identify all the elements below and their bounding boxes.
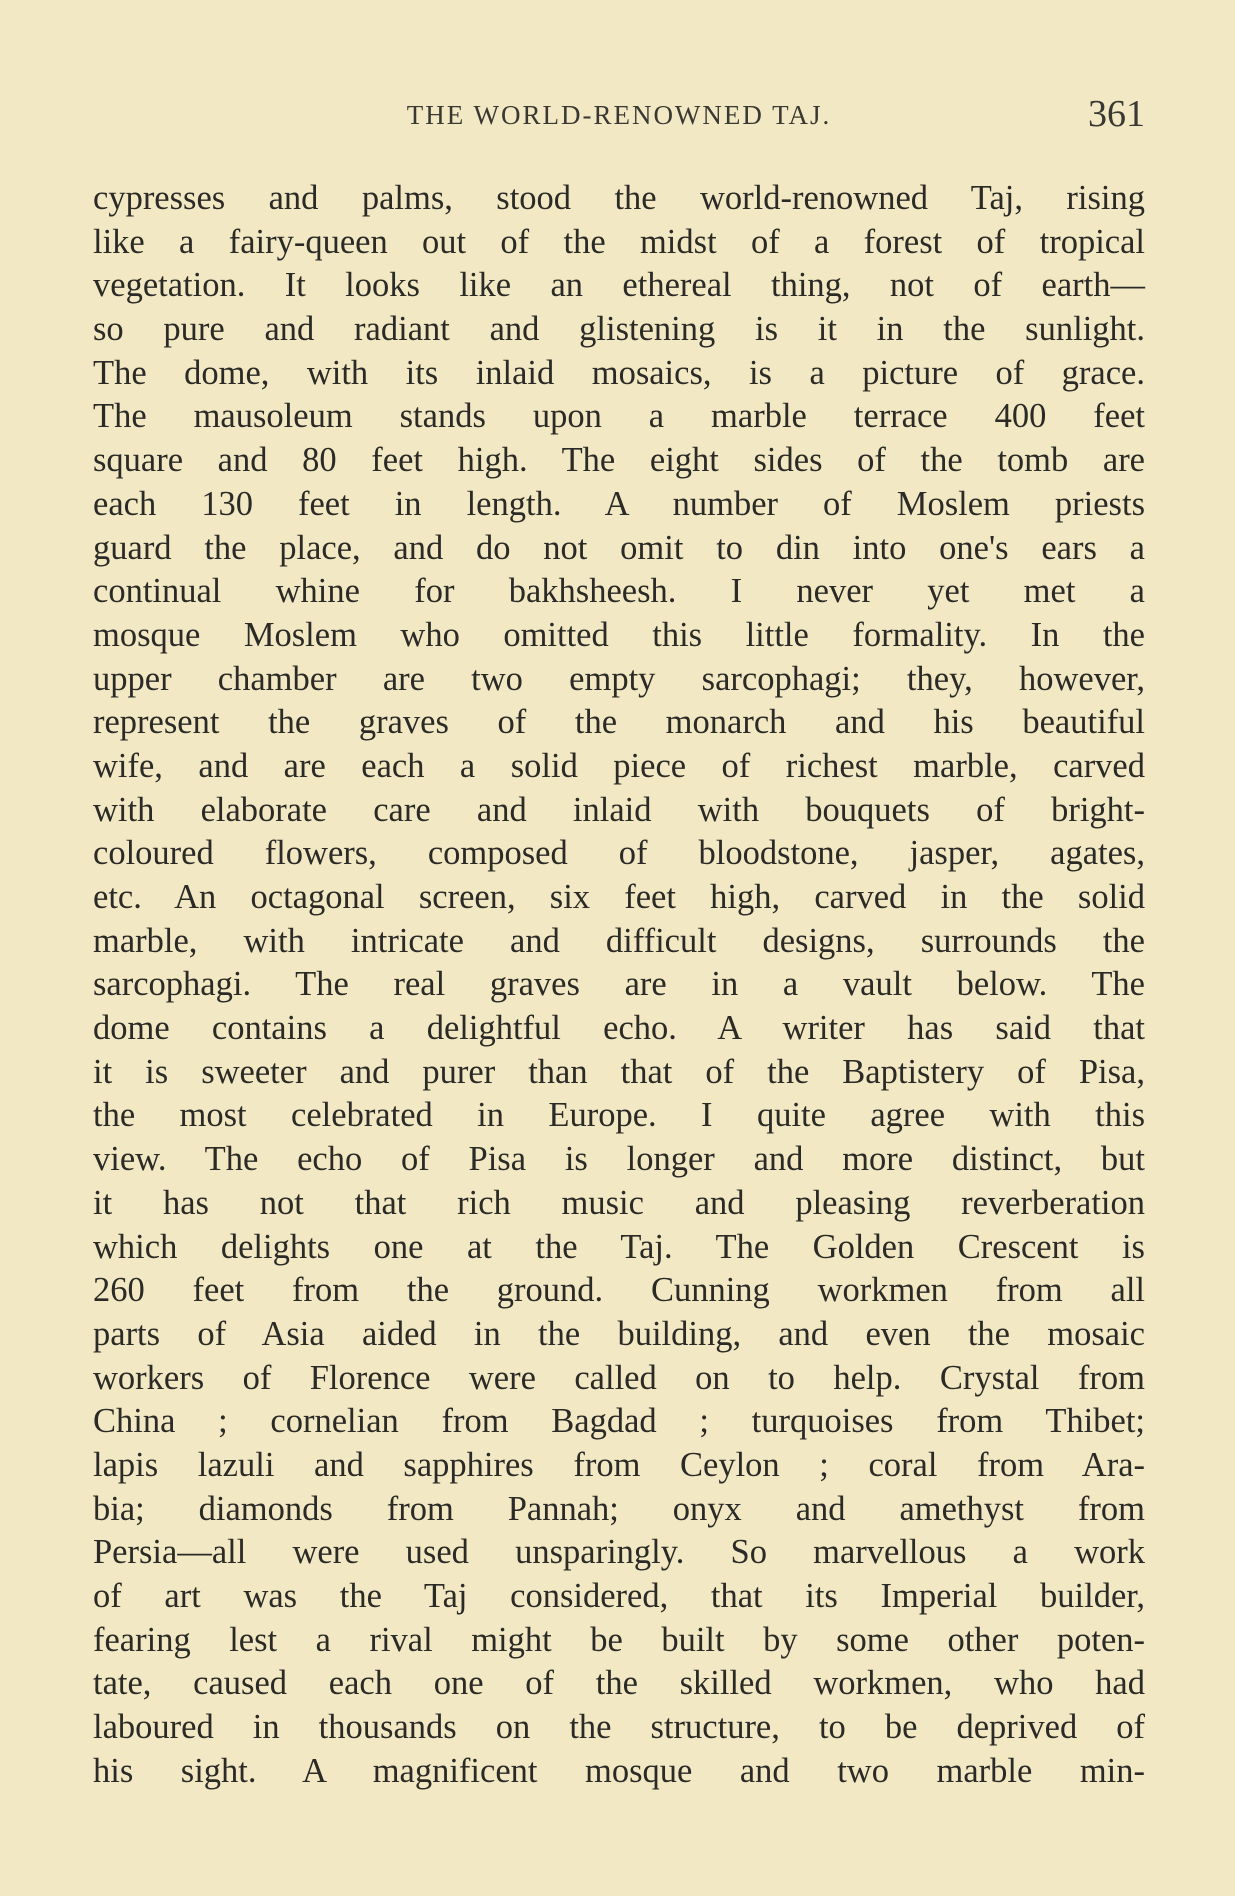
text-line: upper chamber are two empty sarcophagi; they, however, (93, 659, 1145, 698)
text-line: tate, caused each one of the skilled workmen, who had (93, 1664, 1145, 1703)
text-line: it has not that rich music and pleasing reverberation (93, 1183, 1145, 1222)
running-head (93, 92, 1145, 142)
text-line: etc. An octagonal screen, six feet high, carved in the solid (93, 878, 1145, 916)
text-line: which delights one at the Taj. The Golden Crescent is (93, 1227, 1145, 1266)
text-line: marble, with intricate and difficult designs, surrounds the (93, 921, 1145, 960)
text-line: mosque Moslem who omitted this little formality. In the (93, 615, 1145, 654)
text-line: fearing lest a rival might be built by some other poten- (93, 1620, 1145, 1659)
text-line: coloured flowers, composed of bloodstone, jasper, agates, (93, 834, 1145, 873)
text-line: represent the graves of the monarch and his beautiful (93, 703, 1145, 742)
text-line: so pure and radiant and glistening is it in the sunlight. (93, 310, 1145, 349)
text-line: with elaborate care and inlaid with bouquets of bright- (93, 790, 1145, 829)
text-line: Persia—all were used unsparingly. So marvellous a work (93, 1533, 1145, 1572)
text-line: bia; diamonds from Pannah; onyx and amethyst from (93, 1489, 1145, 1528)
text-line: wife, and are each a solid piece of richest marble, carved (93, 746, 1145, 785)
text-line: sarcophagi. The real graves are in a vault below. The (93, 965, 1145, 1004)
text-line: workers of Florence were called on to help. Crystal from (93, 1358, 1145, 1397)
body-text (93, 177, 1145, 1793)
text-line: continual whine for bakhsheesh. I never yet met a (93, 572, 1145, 611)
text-line: parts of Asia aided in the building, and even the mosaic (93, 1314, 1145, 1353)
running-title: THE WORLD-RENOWNED TAJ. (406, 100, 832, 130)
text-line: of art was the Taj considered, that its Imperial builder, (93, 1577, 1145, 1615)
text-line: lapis lazuli and sapphires from Ceylon ; coral from Ara- (93, 1445, 1145, 1484)
text-line: view. The echo of Pisa is longer and more distinct, but (93, 1140, 1145, 1179)
text-line: his sight. A magnificent mosque and two marble min- (93, 1751, 1145, 1790)
text-line: it is sweeter and purer than that of the Baptistery of Pisa, (93, 1052, 1145, 1091)
text-line: guard the place, and do not omit to din into one's ears a (93, 528, 1145, 567)
text-line: laboured in thousands on the structure, to be deprived of (93, 1708, 1145, 1747)
text-line: like a fairy-queen out of the midst of a forest of tropical (93, 222, 1145, 261)
text-line: vegetation. It looks like an ethereal thing, not of earth— (93, 266, 1145, 305)
page-number: 361 (1088, 93, 1145, 135)
text-line: The mausoleum stands upon a marble terrace 400 feet (93, 397, 1145, 436)
text-line: cypresses and palms, stood the world-renowned Taj, rising (93, 179, 1145, 217)
text-line: dome contains a delightful echo. A writer has said that (93, 1009, 1145, 1048)
text-line: the most celebrated in Europe. I quite agree with this (93, 1096, 1145, 1135)
text-line: China ; cornelian from Bagdad ; turquoises from Thibet; (93, 1402, 1145, 1441)
text-line: each 130 feet in length. A number of Moslem priests (93, 484, 1145, 523)
text-line: 260 feet from the ground. Cunning workmen from all (93, 1271, 1145, 1310)
text-line: square and 80 feet high. The eight sides of the tomb are (93, 441, 1145, 480)
text-line: The dome, with its inlaid mosaics, is a picture of grace. (93, 353, 1145, 392)
